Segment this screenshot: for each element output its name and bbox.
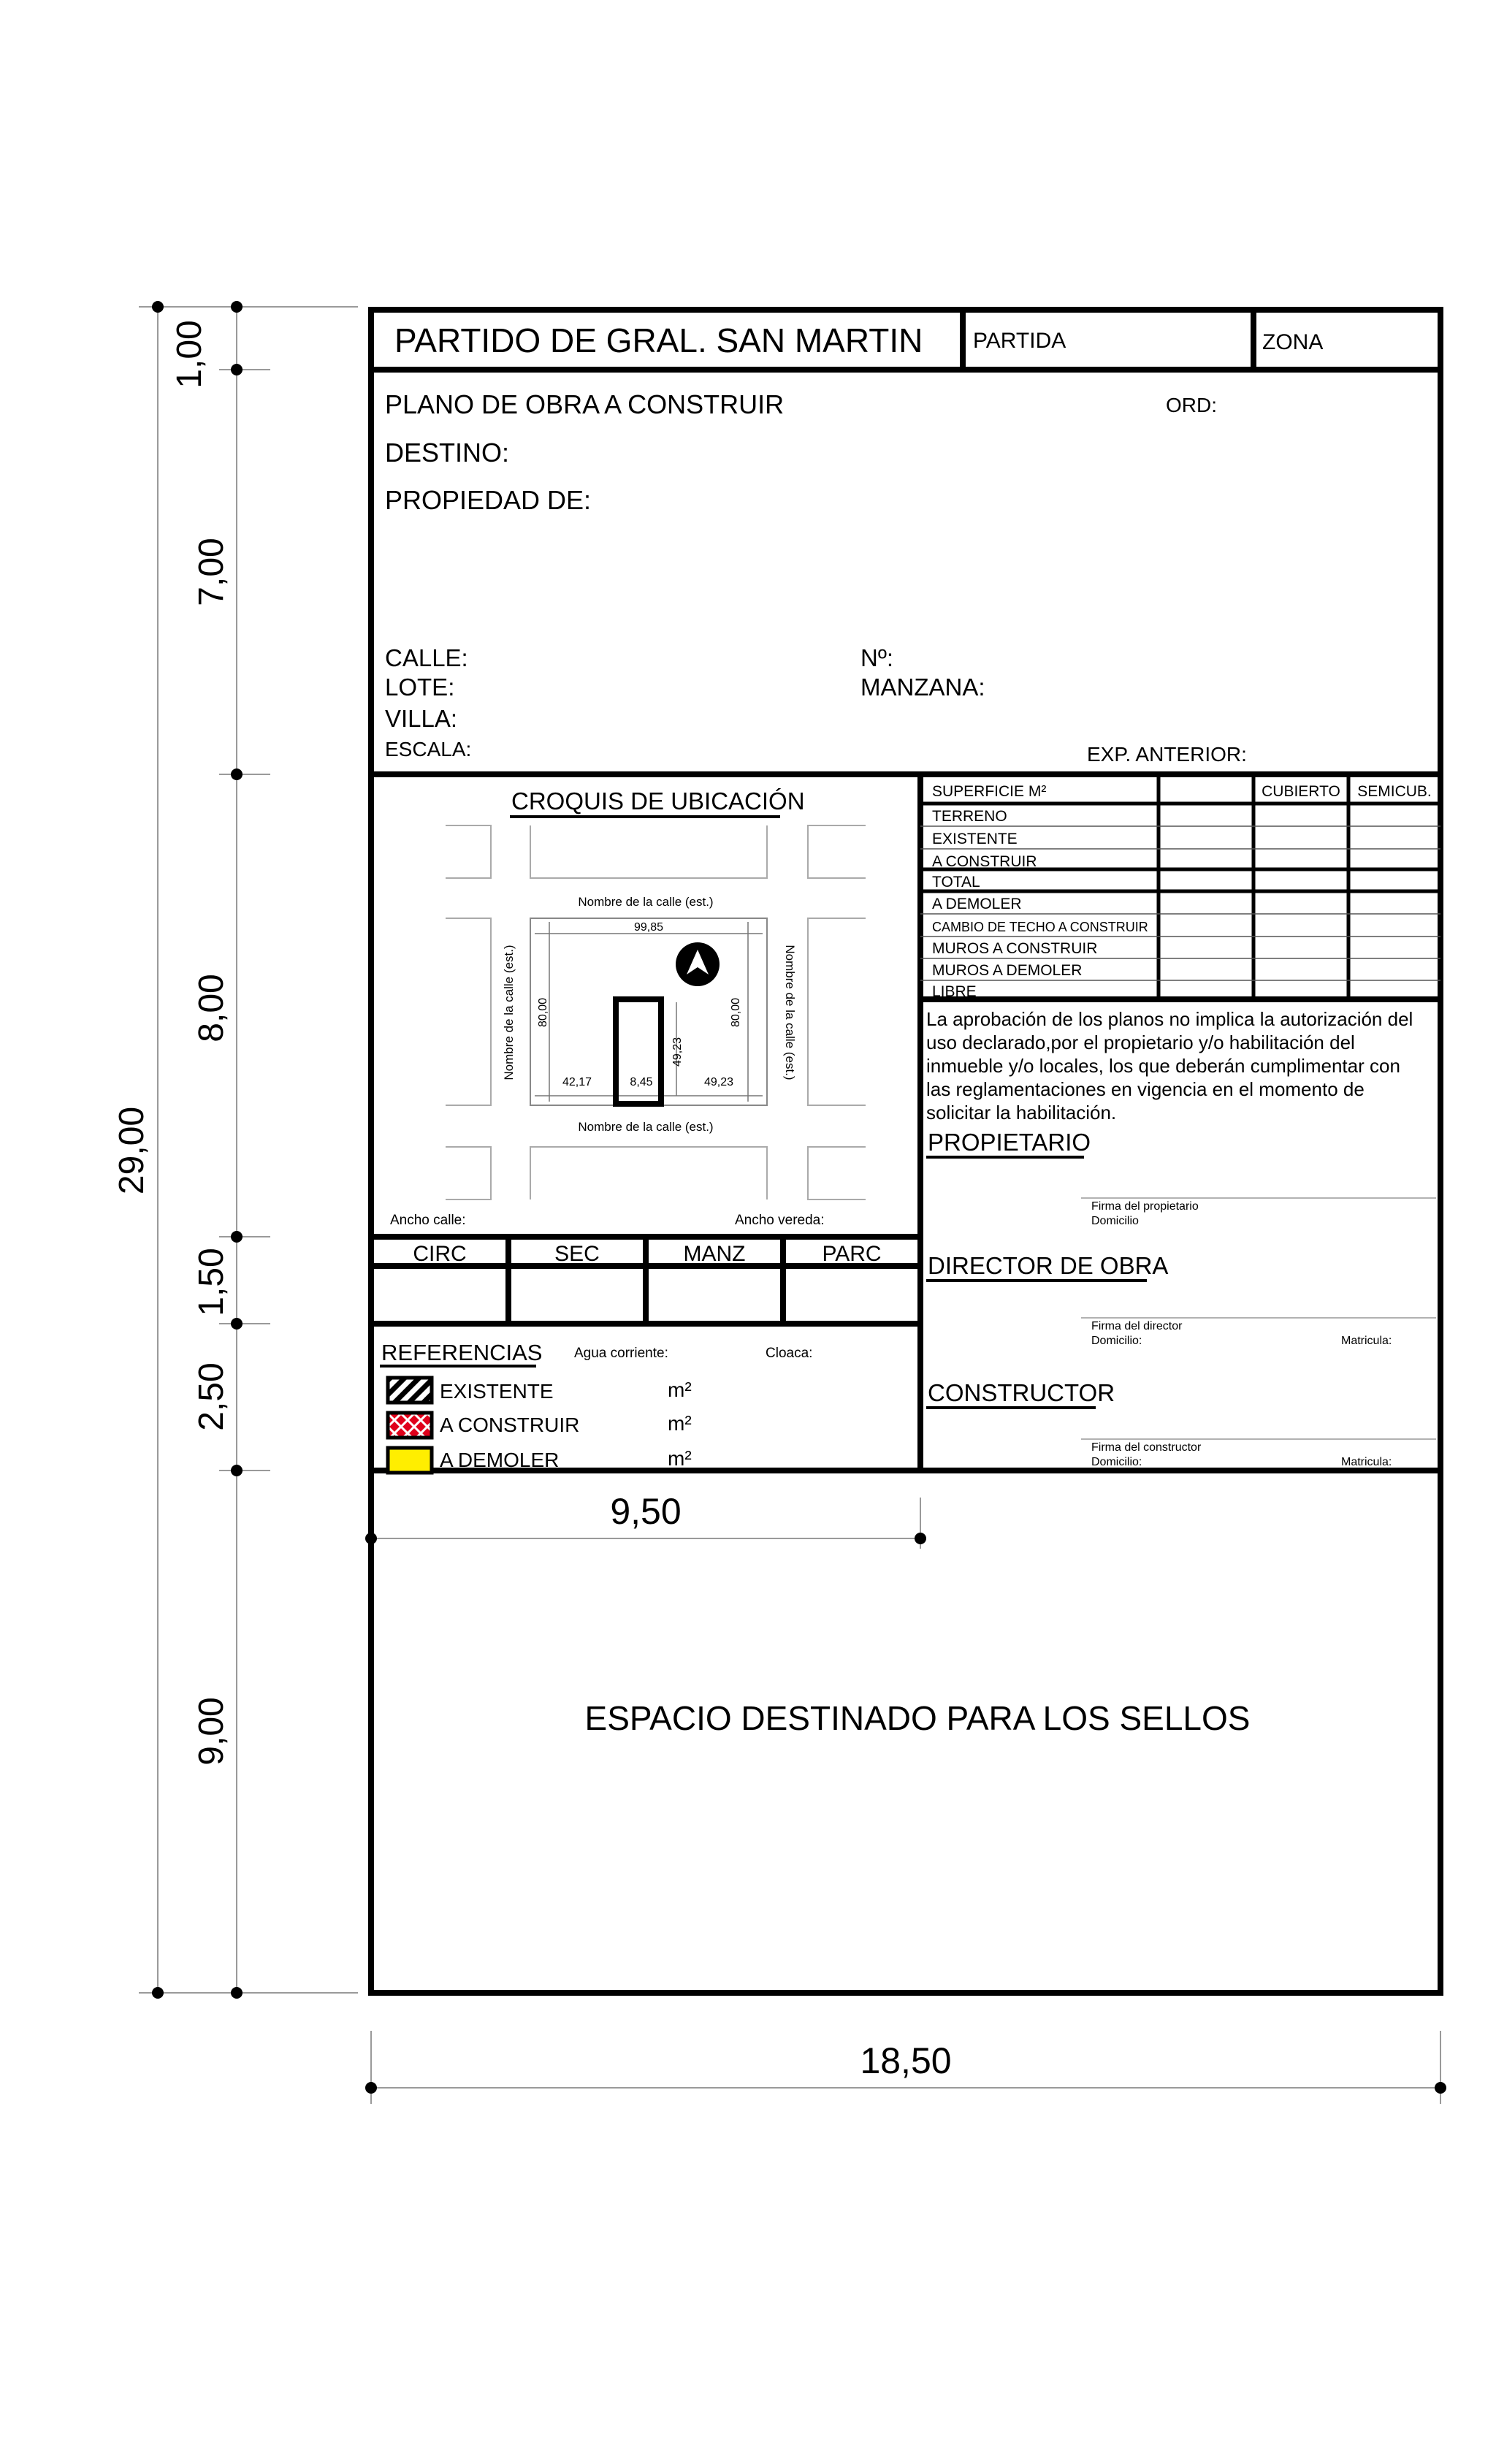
row-cambio-techo: CAMBIO DE TECHO A CONSTRUIR — [932, 920, 1148, 934]
constructor-matricula: Matricula: — [1341, 1456, 1392, 1468]
swatch-a-demoler — [388, 1448, 432, 1473]
cloaca-label: Cloaca: — [766, 1346, 813, 1361]
plano-title: PLANO DE OBRA A CONSTRUIR — [385, 389, 785, 419]
row-muros-construir: MUROS A CONSTRUIR — [932, 940, 1098, 957]
propiedad-label: PROPIEDAD DE: — [385, 485, 592, 515]
ref-a-construir-label: A CONSTRUIR — [440, 1414, 580, 1436]
lote-label: LOTE: — [385, 674, 455, 701]
swatch-existente — [388, 1378, 432, 1403]
row-existente: EXISTENTE — [932, 831, 1018, 847]
superficie-header: SUPERFICIE M² — [932, 783, 1047, 800]
row-libre: LIBRE — [932, 983, 977, 1000]
constructor-firma: Firma del constructor — [1091, 1441, 1202, 1454]
disclaimer-line: uso declarado,por el propietario y/o habilitación del — [926, 1031, 1355, 1053]
director-firma: Firma del director — [1091, 1320, 1183, 1332]
destino-label: DESTINO: — [385, 438, 510, 468]
municipality-title: PARTIDO DE GRAL. SAN MARTIN — [394, 321, 923, 359]
ancho-calle-label: Ancho calle: — [390, 1213, 466, 1228]
row-a-demoler: A DEMOLER — [932, 896, 1022, 912]
dim-left-offset: 42,17 — [562, 1076, 592, 1088]
agua-label: Agua corriente: — [574, 1346, 668, 1361]
surface-table — [920, 774, 1440, 1000]
dim-block-right: 80,00 — [730, 997, 742, 1028]
ancho-vereda-label: Ancho vereda: — [735, 1213, 825, 1228]
dim-v5: 2,50 — [192, 1362, 231, 1431]
circ-header: CIRC — [413, 1242, 467, 1266]
ref-a-construir-unit: m² — [668, 1412, 692, 1435]
dim-right-offset: 49,23 — [703, 1076, 734, 1088]
cubierto-header: CUBIERTO — [1262, 783, 1340, 800]
manzana-label: MANZANA: — [860, 674, 985, 701]
manz-header: MANZ — [683, 1242, 746, 1266]
swatch-a-construir — [388, 1413, 432, 1438]
north-arrow-icon — [676, 942, 720, 986]
director-domicilio: Domicilio: — [1091, 1335, 1142, 1347]
dim-lot-depth: 49,23 — [671, 1037, 684, 1067]
referencias-title: REFERENCIAS — [381, 1340, 543, 1365]
propietario-title: PROPIETARIO — [928, 1129, 1091, 1156]
street-right-label: Nombre de la calle (est.) — [783, 945, 797, 1080]
horizontal-dimension — [365, 2031, 1446, 2104]
street-top-label: Nombre de la calle (est.) — [578, 895, 714, 909]
dim-v6: 9,00 — [192, 1697, 231, 1766]
calle-label: CALLE: — [385, 644, 468, 671]
street-left-label: Nombre de la calle (est.) — [502, 945, 516, 1080]
disclaimer-line: solicitar la habilitación. — [926, 1102, 1117, 1124]
ref-existente-label: EXISTENTE — [440, 1380, 554, 1403]
dim-width-half: 9,50 — [610, 1491, 682, 1532]
parc-header: PARC — [822, 1242, 882, 1266]
director-title: DIRECTOR DE OBRA — [928, 1252, 1169, 1279]
dim-block-width: 99,85 — [633, 921, 664, 934]
director-section — [926, 1252, 1436, 1347]
dim-lot-width: 8,45 — [630, 1076, 653, 1088]
sec-header: SEC — [554, 1242, 600, 1266]
villa-label: VILLA: — [385, 705, 458, 732]
escala-label: ESCALA: — [385, 738, 472, 760]
propietario-section — [926, 1129, 1436, 1227]
half-width-dimension — [365, 1491, 926, 1549]
propietario-firma: Firma del propietario — [1091, 1200, 1199, 1213]
main-frame — [371, 310, 1440, 1993]
referencias-section — [380, 1340, 812, 1473]
dim-v1: 1,00 — [170, 320, 209, 389]
row-muros-demoler: MUROS A DEMOLER — [932, 962, 1083, 979]
zona-label: ZONA — [1262, 330, 1324, 354]
ref-a-demoler-label: A DEMOLER — [440, 1449, 560, 1471]
constructor-domicilio: Domicilio: — [1091, 1456, 1142, 1468]
constructor-title: CONSTRUCTOR — [928, 1379, 1115, 1406]
dim-vertical-total: 29,00 — [112, 1106, 151, 1195]
dim-v4: 1,50 — [192, 1248, 231, 1316]
disclaimer-line: inmueble y/o locales, los que deberán cumplimentar con — [926, 1055, 1400, 1077]
row-total: TOTAL — [932, 874, 980, 890]
croquis-title: CROQUIS DE UBICACIÓN — [511, 787, 805, 815]
partida-label: PARTIDA — [973, 329, 1066, 353]
disclaimer-line: La aprobación de los planos no implica la autorización del — [926, 1008, 1413, 1030]
dim-block-left: 80,00 — [537, 997, 549, 1028]
semicub-header: SEMICUB. — [1357, 783, 1432, 800]
propietario-domicilio: Domicilio — [1091, 1215, 1139, 1227]
director-matricula: Matricula: — [1341, 1335, 1392, 1347]
sellos-label: ESPACIO DESTINADO PARA LOS SELLOS — [584, 1699, 1251, 1737]
dim-v3: 8,00 — [192, 974, 231, 1042]
dim-v2: 7,00 — [192, 538, 231, 606]
croquis-section — [390, 787, 866, 1228]
row-a-construir: A CONSTRUIR — [932, 853, 1037, 870]
disclaimer-line: las reglamentaciones en vigencia en el momento de — [926, 1078, 1365, 1100]
ord-label: ORD: — [1166, 394, 1217, 416]
constructor-section — [926, 1379, 1436, 1468]
disclaimer-text — [926, 1008, 1413, 1124]
street-bottom-label: Nombre de la calle (est.) — [578, 1120, 714, 1134]
dim-width-total: 18,50 — [860, 2040, 952, 2081]
ref-a-demoler-unit: m² — [668, 1447, 692, 1470]
row-terreno: TERRENO — [932, 808, 1007, 825]
numero-label: Nº: — [860, 644, 894, 671]
ref-existente-unit: m² — [668, 1378, 692, 1401]
exp-anterior-label: EXP. ANTERIOR: — [1087, 743, 1247, 766]
vertical-dimensions — [139, 307, 358, 1993]
